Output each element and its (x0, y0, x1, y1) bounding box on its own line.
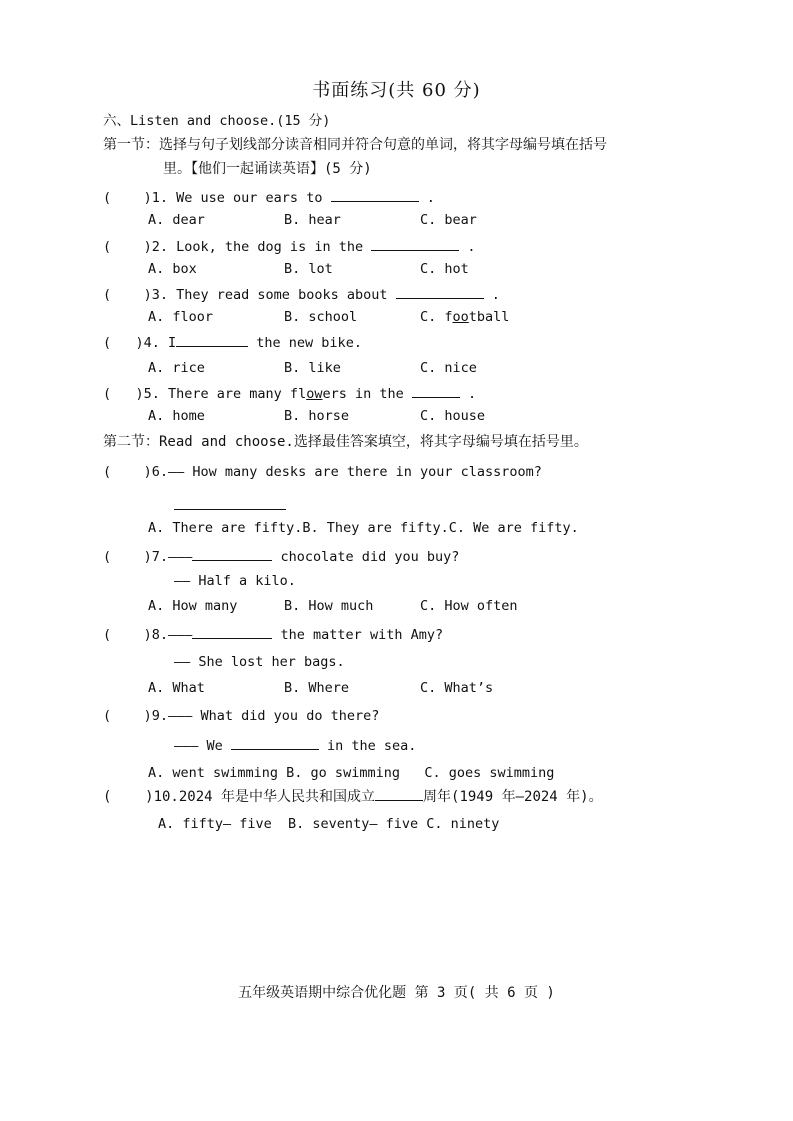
section-heading: 六、Listen and choose.(15 分) (103, 113, 331, 129)
question-5-text: ( )5. There are many fl (103, 386, 307, 402)
q3-option-a: A. floor (148, 309, 214, 325)
q1-option-a: A. dear (148, 212, 205, 228)
q7-option-b: B. How much (284, 598, 374, 614)
question-7: ( )7.——— chocolate did you buy? (103, 549, 460, 565)
q5-option-c: C. house (420, 408, 486, 424)
q3-option-c: C. football (420, 309, 510, 325)
q1-option-b: B. hear (284, 212, 341, 228)
question-4-text: ( )4. I (103, 335, 177, 351)
answer-blank[interactable] (231, 736, 319, 750)
question-8: ( )8.——— the matter with Amy? (103, 627, 444, 643)
question-3-text: ( )3. They read some books about (103, 287, 396, 303)
question-7-text: ( )7.——— (103, 549, 193, 565)
q8-option-c: C. What’s (420, 680, 494, 696)
q9-answer-line: ——— We in the sea. (174, 738, 417, 754)
q8-option-b: B. Where (284, 680, 350, 696)
answer-blank[interactable] (331, 188, 419, 202)
q2-option-a: A. box (148, 261, 197, 277)
answer-blank[interactable] (371, 237, 459, 251)
part1-heading-line2: 里。【他们一起诵读英语】(5 分) (163, 161, 372, 177)
page-title: 书面练习(共 60 分) (312, 80, 481, 101)
q7-option-c: C. How often (420, 598, 518, 614)
answer-blank[interactable] (375, 787, 423, 801)
question-9: ( )9.——— What did you do there? (103, 708, 380, 724)
q2-option-b: B. lot (284, 261, 333, 277)
q4-option-c: C. nice (420, 360, 477, 376)
q7-option-a: A. How many (148, 598, 238, 614)
question-3: ( )3. They read some books about . (103, 287, 500, 303)
question-5: ( )5. There are many flowers in the . (103, 386, 477, 402)
q8-option-a: A. What (148, 680, 205, 696)
question-10-text: ( )10.2024 年是中华人民共和国成立 (103, 789, 376, 805)
answer-blank[interactable] (176, 333, 248, 347)
q4-option-b: B. like (284, 360, 341, 376)
page-footer: 五年级英语期中综合优化题 第 3 页( 共 6 页 ) (238, 985, 555, 1001)
question-8-text: ( )8.——— (103, 627, 193, 643)
q5-option-a: A. home (148, 408, 205, 424)
q6-options: A. There are fifty.B. They are fifty.C. We are fifty. (148, 520, 579, 536)
answer-blank[interactable] (174, 496, 286, 510)
question-2-text: ( )2. Look, the dog is in the (103, 239, 372, 255)
question-2: ( )2. Look, the dog is in the . (103, 239, 476, 255)
question-6: ( )6.—— How many desks are there in your classroom? (103, 464, 542, 480)
question-4: ( )4. I the new bike. (103, 335, 362, 351)
q4-option-a: A. rice (148, 360, 205, 376)
q8-answer-line: —— She lost her bags. (174, 654, 345, 670)
q7-answer-line: —— Half a kilo. (174, 573, 296, 589)
question-10: ( )10.2024 年是中华人民共和国成立 周年(1949 年—2024 年)。 (103, 789, 603, 805)
q9-options: A. went swimming B. go swimming C. goes swimming (148, 765, 555, 781)
q10-options: A. fifty— five B. seventy— five C. ninety (158, 816, 500, 832)
q1-option-c: C. bear (420, 212, 477, 228)
part1-heading-line1: 第一节：选择与句子划线部分读音相同并符合句意的单词，将其字母编号填在括号 (103, 137, 607, 153)
answer-blank[interactable] (192, 547, 272, 561)
answer-blank[interactable] (396, 285, 484, 299)
question-1-text: ( )1. We use our ears to (103, 190, 331, 206)
part2-heading: 第二节：Read and choose.选择最佳答案填空，将其字母编号填在括号里。 (103, 434, 588, 450)
q2-option-c: C. hot (420, 261, 469, 277)
answer-blank[interactable] (412, 384, 460, 398)
q5-option-b: B. horse (284, 408, 350, 424)
q3-option-b: B. school (284, 309, 358, 325)
answer-blank[interactable] (192, 625, 272, 639)
question-1: ( )1. We use our ears to . (103, 190, 435, 206)
